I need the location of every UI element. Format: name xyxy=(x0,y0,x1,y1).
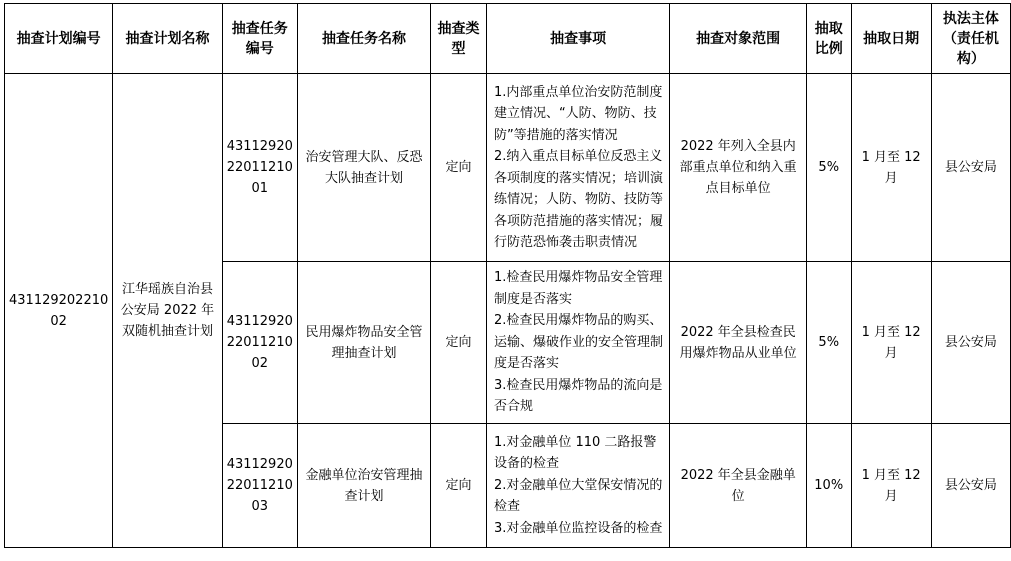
header-authority: 执法主体（责任机构） xyxy=(931,4,1010,74)
sampling-date: 1 月至 12 月 xyxy=(851,262,931,424)
inspection-type: 定向 xyxy=(431,262,487,424)
sampling-date: 1 月至 12 月 xyxy=(851,74,931,262)
inspection-items xyxy=(486,74,669,262)
sampling-ratio: 10% xyxy=(806,424,851,548)
task-name: 治安管理大队、反恐大队抽查计划 xyxy=(297,74,430,262)
header-task-no: 抽查任务编号 xyxy=(222,4,297,74)
inspection-item: 1.对金融单位 110 二路报警设备的检查 xyxy=(493,434,657,472)
task-number: 43112920 22011210 03 xyxy=(222,424,297,548)
plan-number: 431129202210 02 xyxy=(5,74,113,548)
task-name: 金融单位治安管理抽查计划 xyxy=(297,424,430,548)
header-items: 抽查事项 xyxy=(486,4,669,74)
sampling-date: 1 月至 12 月 xyxy=(851,424,931,548)
task-number: 43112920 22011210 01 xyxy=(222,74,297,262)
header-ratio: 抽取比例 xyxy=(806,4,851,74)
inspection-item: 2.纳入重点目标单位反恐主义各项制度的落实情况；培训演练情况；人防、物防、技防等各项防范措施的落实情况；履行防范恐怖袭击职责情况 xyxy=(493,149,663,250)
inspection-item: 3.检查民用爆炸物品的流向是否合规 xyxy=(493,377,663,415)
header-scope: 抽查对象范围 xyxy=(670,4,807,74)
header-task-name: 抽查任务名称 xyxy=(297,4,430,74)
inspection-type: 定向 xyxy=(431,424,487,548)
inspection-item: 2.检查民用爆炸物品的购买、运输、爆破作业的安全管理制度是否落实 xyxy=(493,313,663,372)
inspection-scope: 2022 年全县金融单位 xyxy=(670,424,807,548)
inspection-item: 1.检查民用爆炸物品安全管理制度是否落实 xyxy=(493,270,663,307)
inspection-scope: 2022 年列入全县内部重点单位和纳入重点目标单位 xyxy=(670,74,807,262)
inspection-item: 2.对金融单位大堂保安情况的检查 xyxy=(493,477,663,515)
header-date: 抽取日期 xyxy=(851,4,931,74)
enforcement-authority: 县公安局 xyxy=(931,262,1010,424)
header-row xyxy=(5,4,1011,74)
header-type: 抽查类型 xyxy=(431,4,487,74)
header-plan-no: 抽查计划编号 xyxy=(5,4,113,74)
inspection-type: 定向 xyxy=(431,74,487,262)
plan-name: 江华瑶族自治县公安局 2022 年双随机抽查计划 xyxy=(113,74,222,548)
inspection-item: 1.内部重点单位治安防范制度建立情况、“人防、物防、技防”等措施的落实情况 xyxy=(493,84,663,143)
inspection-items xyxy=(486,424,669,548)
sampling-ratio: 5% xyxy=(806,262,851,424)
enforcement-authority: 县公安局 xyxy=(931,74,1010,262)
task-name: 民用爆炸物品安全管理抽查计划 xyxy=(297,262,430,424)
task-number: 43112920 22011210 02 xyxy=(222,262,297,424)
table-row xyxy=(5,74,1011,262)
inspection-item: 3.对金融单位监控设备的检查 xyxy=(493,520,663,536)
sampling-ratio: 5% xyxy=(806,74,851,262)
inspection-plan-table xyxy=(4,3,1011,548)
enforcement-authority: 县公安局 xyxy=(931,424,1010,548)
header-plan-name: 抽查计划名称 xyxy=(113,4,222,74)
inspection-items xyxy=(486,262,669,424)
inspection-scope: 2022 年全县检查民用爆炸物品从业单位 xyxy=(670,262,807,424)
